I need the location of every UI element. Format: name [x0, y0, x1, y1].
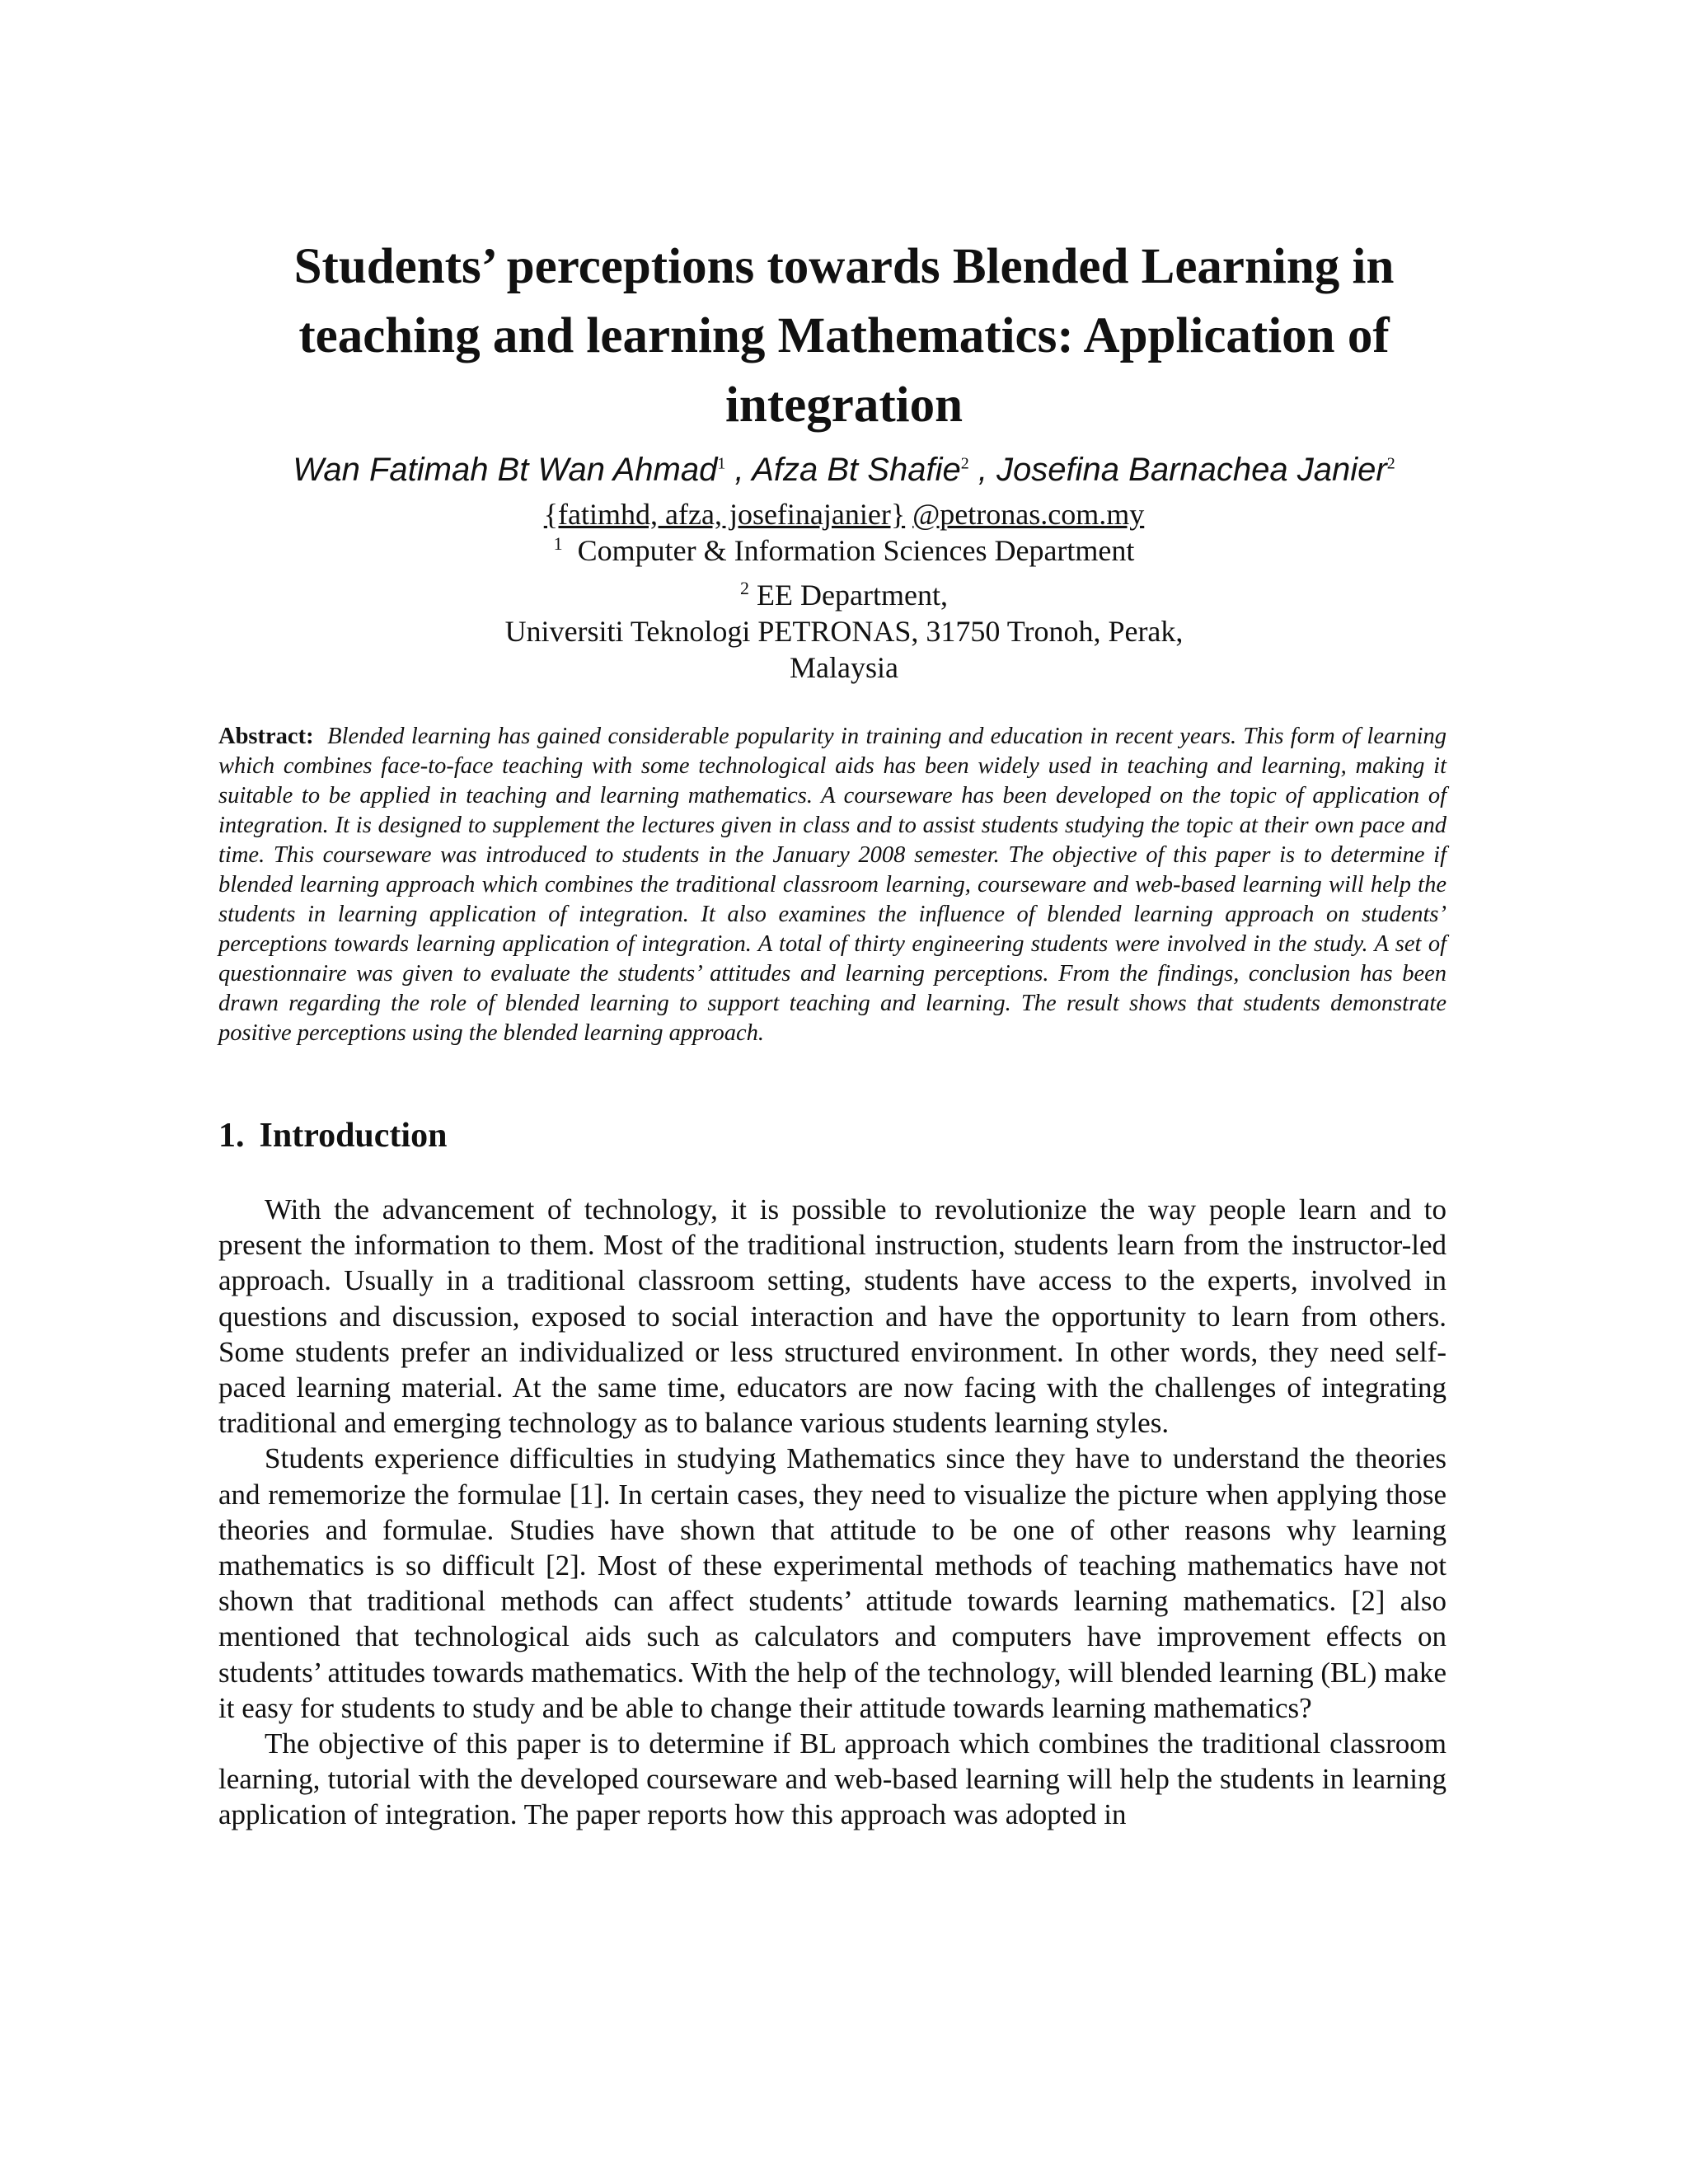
intro-paragraph-2: Students experience difficulties in studying Mathematics since they have to understand the theories and rememorize the formulae [1]. In certain cases, they need to visualize the picture when applying those theories and formulae. Studies have shown that attitude to be one of other reasons why learning mathematics is so difficult [2]. Most of these experimental methods of teaching mathematics have not shown that traditional methods can affect students’ attitude towards learning mathematics. [2] also mentioned that technological aids such as calculators and computers have improvement effects on students’ attitudes towards mathematics. With the help of the technology, will blended learning (BL) make it easy for students to study and be able to change their attitude towards learning mathematics? — [218, 1442, 1447, 1724]
abstract — [218, 722, 1447, 1048]
author-2-name: Afza Bt Shafie — [752, 452, 961, 488]
affiliation-2-text: EE Department, — [757, 579, 948, 612]
author-emails — [216, 496, 1472, 532]
intro-paragraph-1: With the advancement of technology, it is possible to revolutionize the way people learn and to present the information to them. Most of the traditional instruction, students learn from the instructor-led approach. Usually in a traditional classroom setting, students have access to the experts, involved in questions and discussion, exposed to social interaction and have the opportunity to learn from others. Some students prefer an individualized or less structured environment. In other words, they need self-paced learning material. At the same time, educators are now facing with the challenges of integrating traditional and emerging technology as to balance various students learning styles. — [218, 1193, 1447, 1440]
author-1-affil: 1 — [717, 454, 726, 473]
affiliation-1-number: 1 — [553, 533, 563, 554]
introduction-body — [218, 1192, 1447, 1833]
author-list — [165, 447, 1523, 493]
author-1-name: Wan Fatimah Bt Wan Ahmad — [293, 452, 718, 488]
section-number: 1. — [218, 1117, 245, 1155]
affiliation-1-text: Computer & Information Sciences Department — [577, 534, 1135, 567]
university-line: Universiti Teknologi PETRONAS, 31750 Tronoh, Perak, — [504, 615, 1184, 648]
affiliation-2-number: 2 — [740, 578, 750, 598]
intro-paragraph-3: The objective of this paper is to determine if BL approach which combines the traditional classroom learning, tutorial with the developed courseware and web-based learning will help the students in learning application of integration. The paper reports how this approach was adopted in — [218, 1727, 1447, 1831]
section-heading-introduction — [218, 1113, 447, 1159]
title-line-2: teaching and learning Mathematics: Application of — [298, 308, 1390, 363]
author-3-name: Josefina Barnachea Janier — [996, 452, 1387, 488]
country-line: Malaysia — [790, 651, 898, 684]
author-3-affil: 2 — [1386, 454, 1395, 473]
author-2-affil: 2 — [960, 454, 969, 473]
email-domain: @petronas.com.my — [912, 498, 1145, 531]
abstract-label: Abstract — [218, 724, 307, 749]
paper-title — [216, 232, 1472, 440]
affiliation-1 — [216, 532, 1472, 569]
title-line-1: Students’ perceptions towards Blended Learning in — [293, 239, 1395, 294]
author-separator: , — [968, 452, 997, 488]
abstract-colon: : — [306, 724, 314, 749]
title-line-3: integration — [724, 377, 964, 433]
author-separator: , — [725, 452, 753, 488]
affiliation-2 — [216, 577, 1472, 613]
abstract-text: Blended learning has gained considerable popularity in training and education in recent years. This form of learning which combines face-to-face teaching with some technological aids has been widely used in teaching and learning, making it suitable to be applied in teaching and learning mathematics. A courseware has been developed on the topic of application of integration. It is designed to supplement the lectures given in class and to assist students studying the topic at their own pace and time. This courseware was introduced to students in the January 2008 semester. The objective of this paper is to determine if blended learning approach which combines the traditional classroom learning, courseware and web-based learning will help the students in learning application of integration. It also examines the influence of blended learning approach on students’ perceptions towards learning application of integration. A total of thirty engineering students were involved in the study. A set of questionnaire was given to evaluate the students’ attitudes and learning perceptions. From the findings, conclusion has been drawn regarding the role of blended learning to support teaching and learning. The result shows that students demonstrate positive perceptions using the blended learning approach. — [218, 724, 1447, 1046]
section-title: Introduction — [259, 1117, 448, 1155]
email-local-part: {fatimhd, afza, josefinajanier} — [543, 498, 906, 531]
